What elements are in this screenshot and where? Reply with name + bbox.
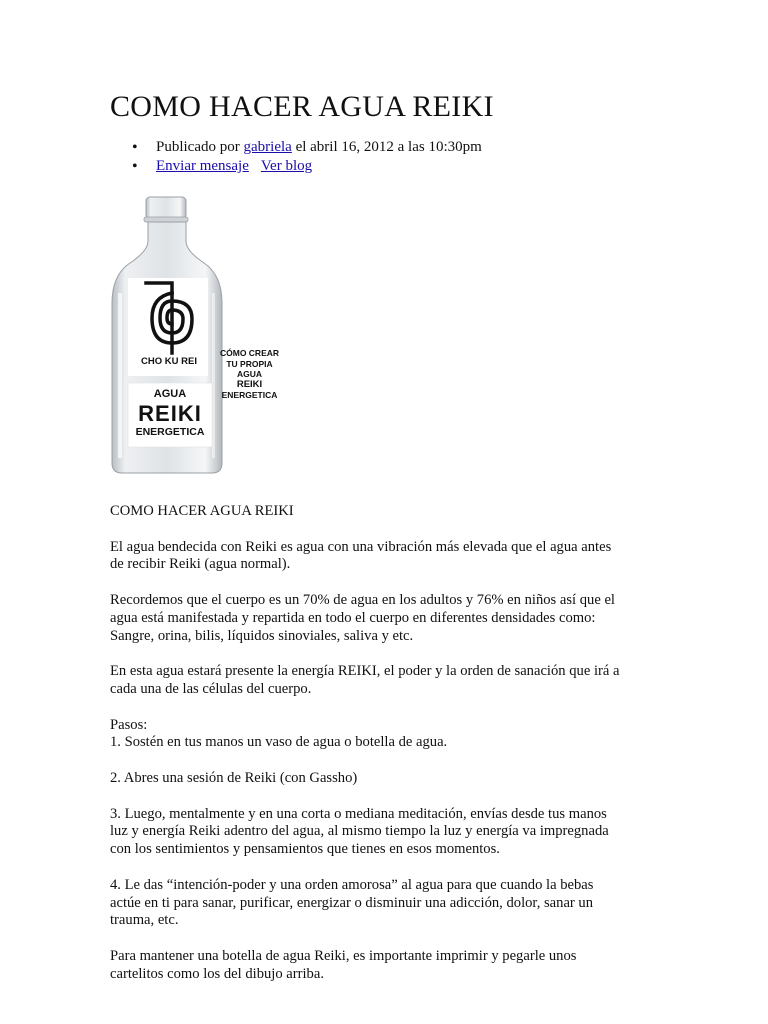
image-caption: [212, 348, 287, 401]
step-4-line: 4. Le das “intención-poder y una orden amorosa” al agua para que cuando la bebas: [110, 876, 594, 893]
paragraph-line: El agua bendecida con Reiki es agua con una vibración más elevada que el agua antes: [110, 538, 612, 555]
step-4-line: trauma, etc.: [110, 912, 179, 929]
view-blog-link[interactable]: Ver blog: [260, 158, 313, 174]
step-3-line: 3. Luego, mentalmente y en una corta o mediana meditación, envías desde tus manos: [110, 805, 607, 822]
page-title: COMO HACER AGUA REIKI: [110, 90, 494, 123]
paragraph-line: cada una de las células del cuerpo.: [110, 680, 312, 697]
published-date: el abril 16, 2012 a las 10:30pm: [291, 139, 482, 155]
paragraph-line: Sangre, orina, bilis, líquidos sinoviales, saliva y etc.: [110, 627, 414, 644]
reiki-water-bottle-image: [108, 193, 293, 475]
label-reiki: REIKI: [138, 401, 202, 426]
send-message-link[interactable]: Enviar mensaje: [156, 158, 249, 174]
paragraph-line: cartelitos como los del dibujo arriba.: [110, 965, 324, 982]
paragraph-line: de recibir Reiki (agua normal).: [110, 556, 291, 573]
label-agua: AGUA: [153, 388, 187, 400]
caption-line: CÓMO CREAR: [219, 348, 280, 358]
label-energetica: ENERGETICA: [135, 426, 205, 438]
step-3-line: con los sentimientos y pensamientos que tienes en esos momentos.: [110, 841, 500, 858]
caption-line: ENERGETICA: [221, 390, 278, 400]
caption-line: REIKI: [236, 378, 263, 390]
article-body: [110, 503, 670, 984]
post-meta-list: [110, 138, 482, 176]
step-4-line: actúe en ti para sanar, purificar, energizar o disminuir una adicción, dolor, sanar un: [110, 894, 594, 911]
caption-line: AGUA: [236, 369, 263, 379]
paragraph-line: Recordemos que el cuerpo es un 70% de agua en los adultos y 76% en niños así que el: [110, 591, 615, 608]
published-info: [110, 138, 482, 157]
author-link[interactable]: gabriela: [243, 139, 292, 155]
paragraph-line: Para mantener una botella de agua Reiki, es importante imprimir y pegarle unos: [110, 947, 577, 964]
paragraph-line: En esta agua estará presente la energía REIKI, el poder y la orden de sanación que irá a: [110, 663, 620, 680]
published-prefix: Publicado por: [156, 139, 244, 155]
step-3-line: luz y energía Reiki adentro del agua, al mismo tiempo la luz y energía va impregnada: [110, 823, 609, 840]
symbol-name: CHO KU REI: [141, 356, 197, 367]
paragraph-line: agua está manifestada y repartida en todo el cuerpo en diferentes densidades como:: [110, 609, 596, 626]
body-subtitle: COMO HACER AGUA REIKI: [110, 503, 294, 519]
step-1: 1. Sostén en tus manos un vaso de agua o botella de agua.: [110, 734, 448, 751]
step-2: 2. Abres una sesión de Reiki (con Gassho): [110, 769, 358, 786]
post-actions: [110, 157, 482, 176]
steps-heading: Pasos:: [110, 716, 148, 733]
caption-line: TU PROPIA: [226, 358, 273, 369]
